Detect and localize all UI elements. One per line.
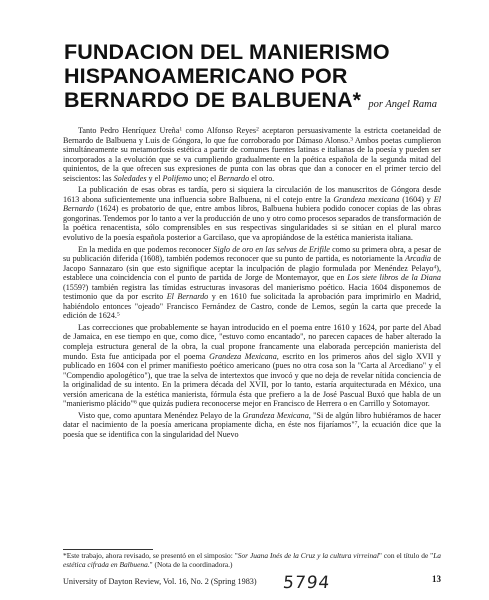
text-run: de Jacopo Sannazaro (sin que esto signifique aceptar la inculpación de plagio formulada por Menéndez Pelayo: [63, 254, 442, 273]
title-line: FUNDACION DEL MANIERISMO: [64, 40, 390, 64]
text-run: ." (Nota de la coordinadora.): [147, 559, 233, 569]
italic-text: Soledades: [113, 173, 147, 183]
text-run: Visto que, como apuntara Menéndez Pelayo de la: [78, 410, 243, 420]
footnote-rule: [63, 549, 153, 550]
paragraph: [63, 245, 441, 321]
text-run: que quizás pudiera reconocerse mejor en Francisco de Herrera o en Carrillo y Sotomayor.: [136, 399, 430, 409]
italic-text: Bernardo: [218, 173, 250, 183]
title-line: HISPANOAMERICANO POR: [64, 64, 348, 88]
text-run: (1559?) también registra las tímidas estructuras invasoras del manierismo poético. Hacia 1604 disponemos de testimonio que da por escrito: [63, 282, 441, 302]
italic-text: Arcadia: [405, 254, 431, 264]
text-run: escrito en los primeros años del siglo XVII y publicado en 1604 con el primer manifiesto poético americano (pues no otra cosa son la "Carta al Arcediano" y el "Compendio apologético"), que trae la selva de intertextos que invocó y que no deja de revelar nítida conciencia de la originalidad de su intento. En la primera década del XVII, por lo tanto, estaría arquitecturada en México, una versión americana de la estética manierista, fórmula ésta que prefiero a la de José Pascual Buxó que habla de un "manierismo plácido": [63, 351, 441, 409]
text-run: La publicación de esas obras es tardía, pero si siquiera la circulación de los manuscritos de Góngora desde 1613 abona suficientemente una influencia sobre Balbuena, ni el cotejo entre la: [63, 185, 441, 204]
paragraph: [63, 411, 441, 440]
text-run: " con el título de ": [378, 551, 434, 560]
note-ref: 2: [256, 126, 259, 133]
text-run: uno; el: [191, 173, 219, 183]
handwritten-number: 5794: [281, 573, 332, 593]
italic-text: Grandeza Mexicana,: [209, 351, 279, 361]
paragraph: [63, 185, 441, 242]
text-run: (1604) y: [399, 194, 434, 204]
text-run: ), establece una coincidencia con el punto de partida de Jorge de Montemayor, que en: [63, 263, 441, 283]
text-run: En la medida en que podemos reconocer: [78, 244, 214, 254]
footnote: [63, 552, 441, 569]
note-ref: 7: [354, 420, 358, 427]
text-run: , la ecuación dice que la poesía que se identifica con la singularidad del Nuevo: [63, 420, 441, 439]
note-ref: 5: [116, 311, 120, 318]
page-number: 13: [432, 574, 441, 584]
note-ref: 4: [433, 264, 437, 271]
author-byline: por Angel Rama: [368, 99, 437, 110]
text-run: y el: [146, 173, 163, 183]
text-run: Las correcciones que probablemente se hayan introducido en el poema entre 1610 y 1624, por parte del Abad de Jamaica, en ese tiempo en que, como dice, "estuvo como encantado", no parecen capaces de haber alterado la compleja estructura general de la obra, la cual propone francamente una elaborada percepción manierista del mundo. Esta fue anticipada por el poema: [63, 322, 441, 361]
text-run: como Alfonso Reyes: [182, 126, 257, 135]
text-run: "Si de algún libro hubiéramos de hacer datar el nacimiento de la poesía americana propiamente dicha, en éste nos fijaríamos": [63, 410, 441, 430]
text-run: Tanto Pedro Henríquez Ureña: [78, 126, 180, 135]
italic-text: Los siete libros de la Diana: [347, 273, 441, 283]
text-run: como su primera obra, a pesar de su publicación diferida (1608), también podemos reconocer que su punto de partida, es notoriamente la: [63, 244, 441, 264]
paragraph: [63, 323, 441, 409]
italic-text: Sor Juana Inés de la Cruz y la cultura virreinal: [237, 551, 379, 560]
text-run: aceptaron persuasivamente la estricta coetaneidad de Bernardo de Balbuena y Luis de Góngora, lo que fue corroborado por Dámaso Alonso.: [63, 126, 441, 145]
article-body: [63, 126, 441, 442]
note-ref: 3: [350, 136, 353, 143]
note-ref: 6: [133, 399, 137, 406]
text-run: Ambos poetas cumplieron simultáneamente su metamorfosis estética a partir de comunes fuentes latinas e italianas de la poesía y pueden ser incorporados a la evolución que se va cumpliendo gradualmente en la poética española de la segunda mitad del quinientos, de la que ofrecen sus expresiones de punta con las obras que dan a conocer en el primer tercio del seiscientos: las: [63, 135, 441, 183]
italic-text: La estética cifrada en Balbuena: [63, 551, 441, 569]
italic-text: El Bernardo: [166, 292, 209, 302]
text-run: el otro.: [249, 173, 275, 183]
italic-text: El Bernardo: [63, 194, 441, 214]
note-ref: 1: [179, 126, 183, 133]
italic-text: Siglo de oro en las selvas de Erifile: [213, 244, 330, 254]
italic-text: Polifemo: [162, 173, 192, 183]
text-run: y en 1610 fue solicitada la aprobación para imprimirlo en Madrid, habiéndolo entonces "ojeado" Francisco Fernández de Castro, conde de Lemos, según la carta que precede la edición de 1624.: [63, 292, 441, 321]
paragraph: [63, 126, 441, 183]
text-run: (1624) es probatorio de que, entre ambos libros, Balbuena hubiera podido conocer copias de las obras gongorinas. Tendemos por lo tanto a ver la producción de uno y otro como procesos separados de transformación de la poética renacentista, sólo comprensibles en sus respectivas singularidades si se sitúan en el plural marco evolutivo de la poesía española posterior a Garcilaso, que va apropiándose de la estética manierista italiana.: [63, 204, 441, 243]
title-line: BERNARDO DE BALBUENA*: [64, 88, 362, 112]
italic-text: Grandeza mexicana: [333, 194, 400, 204]
text-run: *Este trabajo, ahora revisado, se presentó en el simposio: ": [63, 551, 238, 560]
journal-citation: University of Dayton Review, Vol. 16, No. 2 (Spring 1983): [63, 577, 257, 586]
italic-text: Grandeza Mexicana,: [242, 410, 311, 420]
